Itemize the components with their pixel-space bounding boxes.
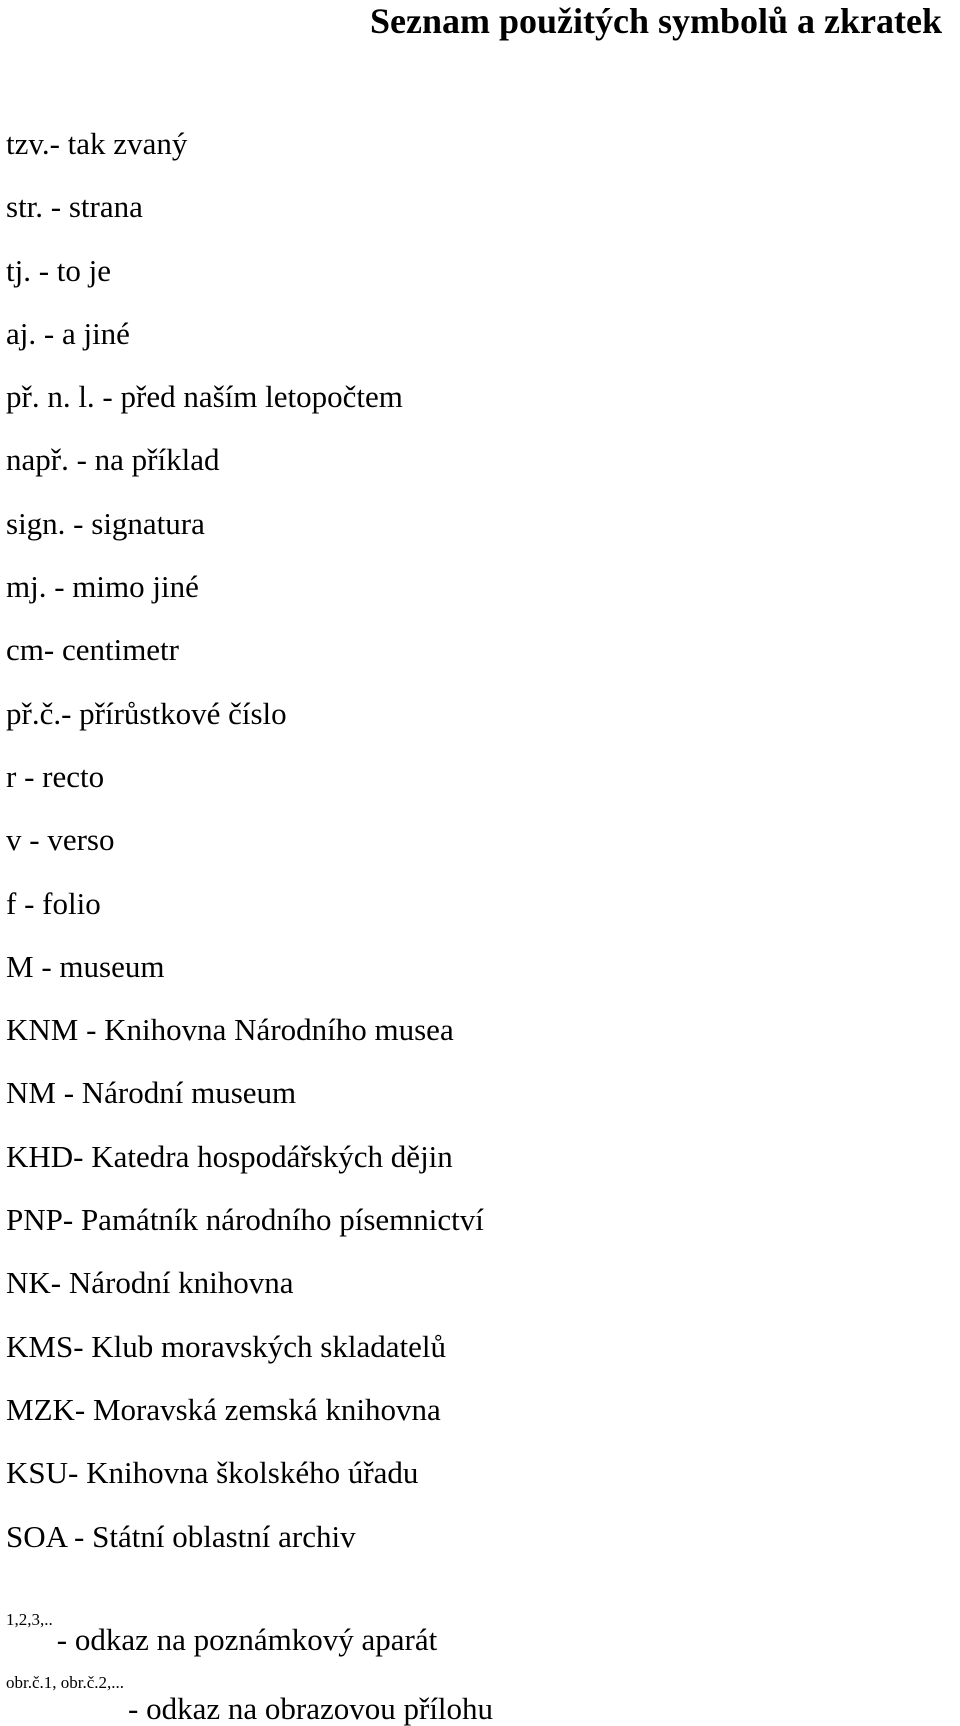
list-item: cm- centimetr xyxy=(6,632,179,668)
list-item: f - folio xyxy=(6,885,101,921)
figure-reference-line xyxy=(6,1673,494,1726)
list-item: str. - strana xyxy=(6,189,143,225)
abbreviation-list xyxy=(6,112,484,1568)
list-item: aj. - a jiné xyxy=(6,315,130,351)
list-item: r - recto xyxy=(6,758,105,794)
page-title: Seznam použitých symbolů a zkratek xyxy=(369,1,942,41)
figure-marker: obr.č.1, obr.č.2,... xyxy=(6,1673,125,1692)
list-item: př.č.- přírůstkové číslo xyxy=(6,695,287,731)
footnote-description: - odkaz na poznámkový aparát xyxy=(56,1622,438,1657)
list-item: tj. - to je xyxy=(6,252,112,288)
list-item: SOA - Státní oblastní archiv xyxy=(6,1518,356,1554)
list-item: např. - na příklad xyxy=(6,442,220,478)
list-item: NK- Národní knihovna xyxy=(6,1265,294,1301)
list-item: sign. - signatura xyxy=(6,505,205,541)
list-item: tzv.- tak zvaný xyxy=(6,126,188,161)
list-item: KHD- Katedra hospodářských dějin xyxy=(6,1138,453,1174)
list-item: KNM - Knihovna Národního musea xyxy=(6,1012,454,1048)
figure-description: - odkaz na obrazovou přílohu xyxy=(128,1691,494,1726)
footnote-marker: 1,2,3,.. xyxy=(6,1610,53,1629)
list-item: M - museum xyxy=(6,948,165,984)
list-item: v - verso xyxy=(6,822,115,858)
list-item: mj. - mimo jiné xyxy=(6,569,199,605)
list-item: KSU- Knihovna školského úřadu xyxy=(6,1455,419,1491)
list-item: PNP- Památník národního písemnictví xyxy=(6,1202,484,1238)
list-item: př. n. l. - před naším letopočtem xyxy=(6,379,403,415)
footnote-reference-line xyxy=(6,1608,438,1657)
list-item: NM - Národní museum xyxy=(6,1075,297,1111)
list-item: MZK- Moravská zemská knihovna xyxy=(6,1391,441,1427)
list-item: KMS- Klub moravských skladatelů xyxy=(6,1328,446,1364)
